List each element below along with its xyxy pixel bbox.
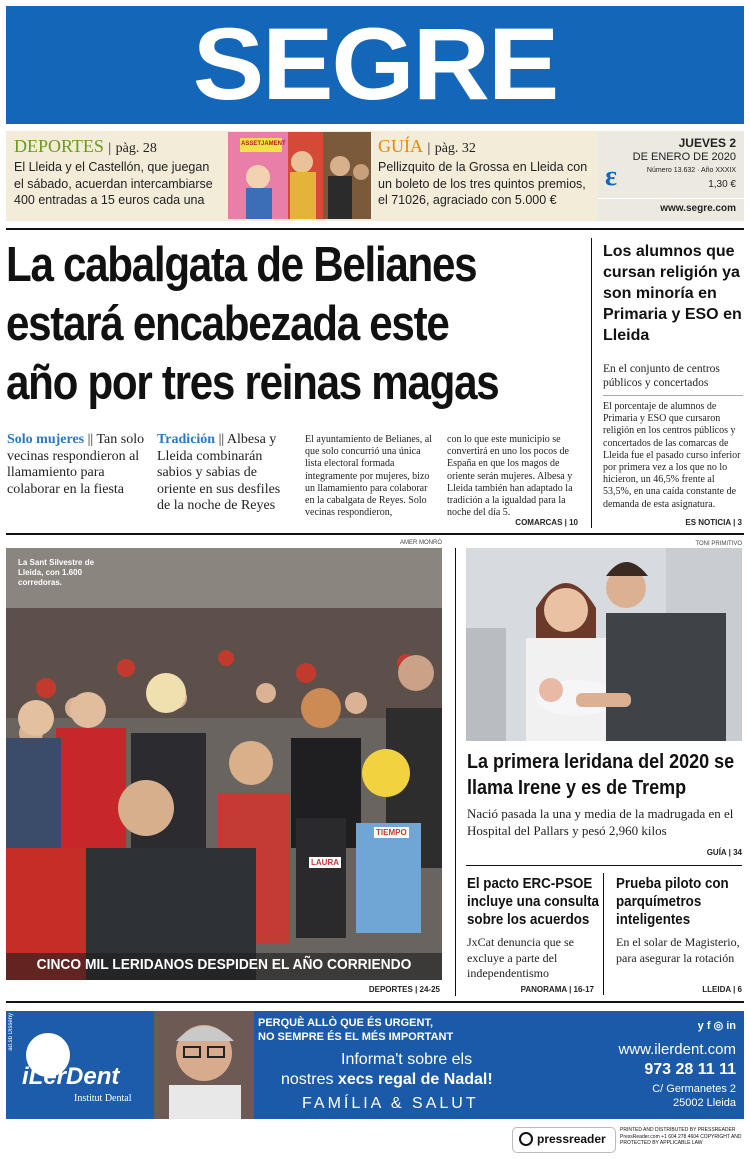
race-photo-image (6, 548, 442, 980)
race-photo[interactable] (6, 548, 442, 980)
ad-line1: PERQUÈ ALLÒ QUE ÉS URGENT, (258, 1017, 434, 1029)
race-bib: TIEMPO (376, 828, 407, 837)
teaser-deportes[interactable] (14, 136, 219, 209)
footer-distribution: PRINTED AND DISTRIBUTED BY PRESSREADER PressReader.com +1 604 278 4604 COPYRIGHT AND PROTECTED BY APPLICABLE LAW (620, 1127, 742, 1146)
masthead (6, 6, 744, 124)
lead-col1-separator: || (87, 432, 94, 447)
lead-col-2 (157, 432, 295, 515)
segre-logo-icon: ε (605, 161, 617, 192)
lead-col2-separator: || (218, 432, 225, 447)
ad-line3: Informa't sobre els (341, 1051, 473, 1068)
ad-doctor-photo (154, 1011, 254, 1119)
lead-col2-text: Albesa y Lleida combinarán sabios y sabias de oriente en sus desfiles de la noche de Reyes (157, 432, 281, 513)
race-photo-credit: AMER MONRÓ (400, 540, 442, 546)
baby-photo-image (466, 548, 742, 741)
brief1-section[interactable]: PANORAMA | 16-17 (520, 985, 594, 994)
teaser-photo-sign: ASSETJAMENT (241, 141, 286, 147)
ad-line5: FAMÍLIA & SALUT (302, 1095, 479, 1112)
ad-brand-sub: Institut Dental (74, 1093, 132, 1104)
lead-col-1 (7, 432, 147, 498)
ad-address2: 25002 Lleida (672, 1097, 736, 1109)
side-deck: En el conjunto de centros públicos y concertados (603, 363, 720, 389)
ad-phone[interactable]: 973 28 11 11 (644, 1061, 736, 1078)
baby-headline[interactable]: La primera leridana del 2020 se llama Irene y es de Tremp (467, 751, 735, 799)
race-headline[interactable]: CINCO MIL LERIDANOS DESPIDEN EL AÑO CORRIENDO (36, 956, 412, 973)
masthead-title: SEGRE (192, 7, 558, 121)
divider (598, 198, 744, 199)
divider (603, 873, 604, 995)
divider (591, 238, 592, 528)
lead-col1-kicker: Solo mujeres (7, 432, 85, 447)
ad-brand: iLerDent (22, 1063, 120, 1090)
lead-col3-text: El ayuntamiento de Belianes, al que solo concurrió una única lista electoral formada íntegramente por mujeres, bizo un llamamiento para colaborar en la cabalgata de Reyes. Solo vecinas respondieron, (305, 434, 432, 519)
teaser-guia-label: GUÍA (378, 136, 423, 156)
ad-web[interactable]: www.ilerdent.com (618, 1041, 736, 1058)
teaser-guia[interactable] (378, 136, 590, 209)
baby-text: Nació pasada la una y media de la madrugada en el Hospital del Pallars y pesó 2,960 kilos (467, 806, 734, 838)
ilerdent-ad[interactable] (6, 1011, 744, 1119)
race-section[interactable]: DEPORTES | 24-25 (368, 985, 440, 994)
dateline-day: JUEVES 2 (678, 136, 736, 150)
brief1-text: JxCat denuncia que se excluye a parte del independentismo (467, 935, 574, 980)
lead-headline-line: La cabalgata de Belianes (6, 238, 477, 292)
lead-headline[interactable] (6, 236, 580, 413)
teaser-separator: | (108, 141, 112, 156)
lead-col2-kicker: Tradición (157, 432, 216, 447)
lead-headline-line: año por tres reinas magas (6, 356, 499, 410)
teaser-guia-page: pàg. 32 (434, 141, 476, 156)
teaser-deportes-label: DEPORTES (14, 136, 104, 156)
pressreader-icon (519, 1132, 533, 1146)
side-headline[interactable]: Los alumnos que cursan religión ya son minoría en Primaria y ESO en Lleida (603, 243, 742, 344)
lead-col4-text: con lo que este municipio se convertirá en uno los pocos de España en que los magos de oriente serán mujeres. Albesa y Lleida también han adaptado la tradición a la igualdad para la noche del día 5. (447, 434, 573, 519)
baby-photo[interactable] (466, 548, 742, 741)
ad-side-tag: ad.sb Disseny (8, 1013, 14, 1051)
brief2-section[interactable]: LLEIDA | 6 (702, 985, 742, 994)
divider (6, 1001, 744, 1003)
teaser-deportes-text: El Lleida y el Castellón, que juegan el sábado, acuerdan intercambiarse 400 entradas a 15 euros cada una (14, 160, 213, 207)
lead-headline-line: estará encabezada este (6, 297, 449, 351)
divider (6, 533, 744, 535)
ad-address1: C/ Germanetes 2 (652, 1083, 736, 1095)
ad-social-icons[interactable]: y f ◎ in (697, 1020, 736, 1032)
divider (6, 228, 744, 230)
teaser-guia-text: Pellizquito de la Grossa en Lleida con un boleto de los tres quintos premios, el 71026, agraciado con 5.000 € (378, 160, 588, 207)
baby-photo-credit: TONI PRIMITIVO (695, 541, 742, 547)
ad-line4b: xecs regal de Nadal! (337, 1071, 493, 1088)
ad-line4a: nostres (281, 1071, 334, 1088)
pressreader-button[interactable] (512, 1127, 616, 1153)
doctor-image (154, 1011, 254, 1119)
race-bib: LAURA (311, 858, 339, 867)
divider (603, 395, 743, 396)
lead-col1-text: Tan solo vecinas respondieron al llamamiento para colaborar en la fiesta (7, 432, 145, 497)
dateline-date: DE ENERO DE 2020 (632, 151, 736, 163)
dateline-web[interactable]: www.segre.com (660, 203, 736, 214)
side-section[interactable]: ES NOTICIA | 3 (685, 518, 742, 527)
teaser-separator: | (427, 141, 431, 156)
ad-line2: NO SEMPRE ÉS EL MÉS IMPORTANT (258, 1031, 454, 1043)
lead-section[interactable]: COMARCAS | 10 (515, 518, 578, 527)
side-body: El porcentaje de alumnos de Primaria y ESO que cursaron religión en los centros públicos y concertados de las comarcas de Lleida fue el pasado curso inferior por primera vez a los que no lo hicieron, un 46,5% frente al 53,5%, en una caída constante de demanda de esta asignatura. (603, 401, 741, 510)
teaser-deportes-page: pàg. 28 (115, 141, 157, 156)
dateline-price: 1,30 € (708, 179, 736, 190)
brief2-text: En el solar de Magisterio, para asegurar la rotación (616, 935, 740, 965)
ad-line4 (281, 1071, 493, 1089)
brief1-headline[interactable]: El pacto ERC-PSOE incluye una consulta sobre los acuerdos (467, 876, 599, 928)
brief2-headline[interactable]: Prueba piloto con parquímetros inteligentes (616, 876, 729, 928)
pressreader-label: pressreader (537, 1132, 606, 1146)
divider (466, 865, 742, 866)
baby-section[interactable]: GUÍA | 34 (706, 848, 742, 857)
divider (455, 548, 456, 996)
teaser-photo[interactable] (228, 132, 371, 219)
dateline-number: Número 13.632 · Año XXXIX (646, 167, 736, 174)
race-photo-caption: La Sant Silvestre de Lleida, con 1.600 corredoras. (18, 558, 95, 587)
